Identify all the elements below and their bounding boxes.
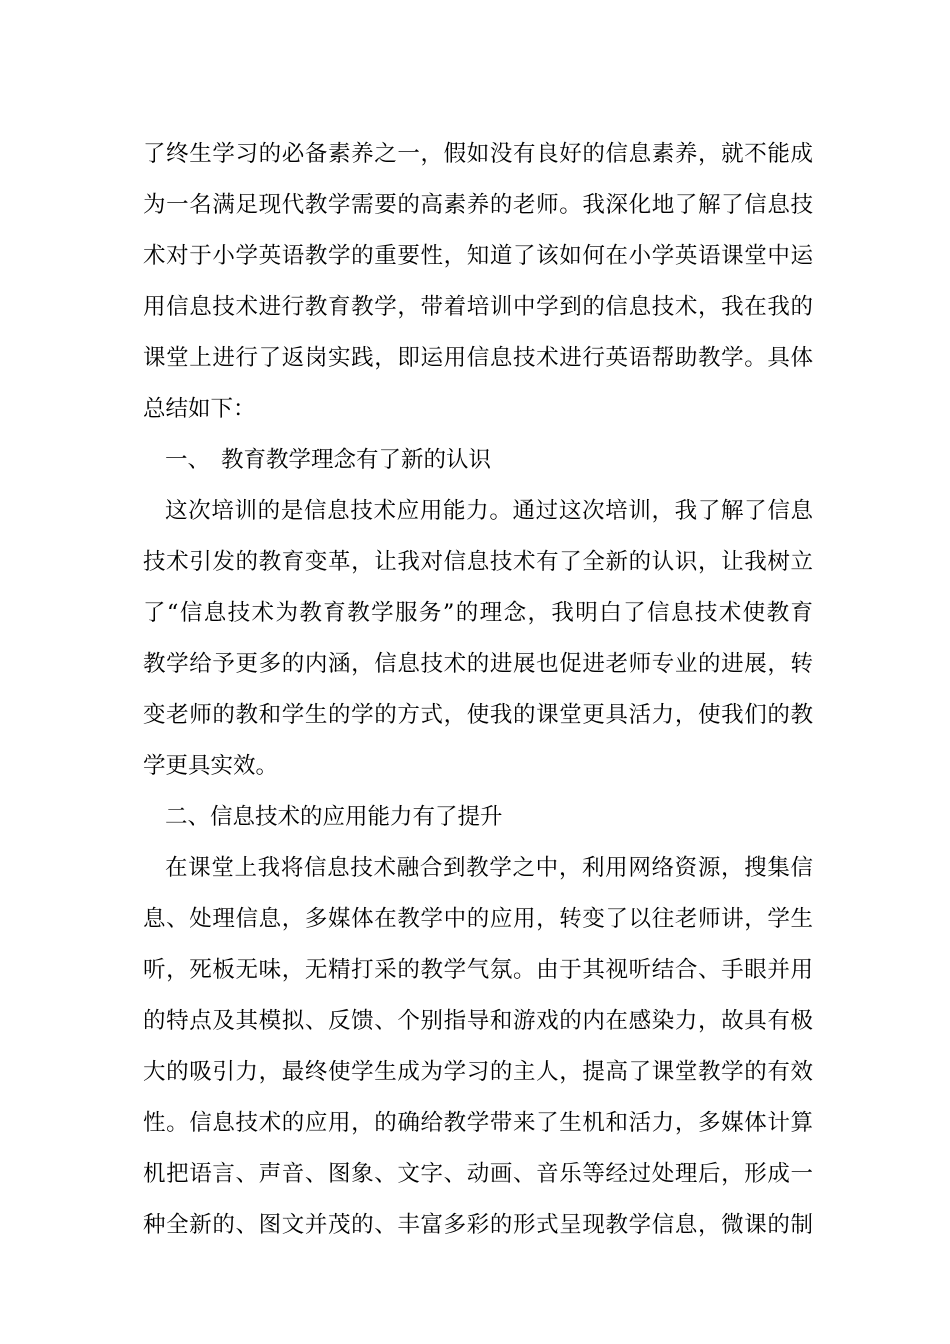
paragraph-section-2 (143, 843, 813, 1251)
text-line: 机把语言、声音、图象、文字、动画、音乐等经过处理后，形成一 (143, 1161, 813, 1187)
text-line: 教学给予更多的内涵，信息技术的进展也促进老师专业的进展，转 (143, 651, 813, 677)
paragraph-intro (143, 129, 813, 435)
text-line: 用信息技术进行教育教学，带着培训中学到的信息技术，我在我的 (143, 294, 813, 320)
section-heading-1-number: 一、 (165, 447, 211, 473)
text-line: 术对于小学英语教学的重要性，知道了该如何在小学英语课堂中运 (143, 243, 813, 269)
section-heading-2: 二、信息技术的应用能力有了提升 (165, 804, 503, 830)
text-line: 在课堂上我将信息技术融合到教学之中，利用网络资源，搜集信 (165, 855, 813, 881)
text-line: 了“信息技术为教育教学服务”的理念，我明白了信息技术使教育 (143, 600, 813, 626)
text-line: 课堂上进行了返岗实践，即运用信息技术进行英语帮助教学。具体 (143, 345, 813, 371)
text-line: 听，死板无味，无精打采的教学气氛。由于其视听结合、手眼并用 (143, 957, 813, 983)
text-line: 息、处理信息，多媒体在教学中的应用，转变了以往老师讲，学生 (143, 906, 813, 932)
paragraph-section-1 (143, 486, 813, 792)
text-line: 为一名满足现代教学需要的高素养的老师。我深化地了解了信息技 (143, 192, 813, 218)
document-body (143, 129, 813, 1251)
text-line: 大的吸引力，最终使学生成为学习的主人，提高了课堂教学的有效 (143, 1059, 813, 1085)
section-heading-1 (143, 435, 813, 486)
text-line: 性。信息技术的应用，的确给教学带来了生机和活力，多媒体计算 (143, 1110, 813, 1136)
text-line: 了终生学习的必备素养之一，假如没有良好的信息素养，就不能成 (143, 141, 813, 167)
text-line: 总结如下： (143, 396, 256, 422)
text-line: 变老师的教和学生的学的方式，使我的课堂更具活力，使我们的教 (143, 702, 813, 728)
section-heading-1-text: 教育教学理念有了新的认识 (221, 447, 492, 473)
text-line: 的特点及其模拟、反馈、个别指导和游戏的内在感染力，故具有极 (143, 1008, 813, 1034)
text-line: 这次培训的是信息技术应用能力。通过这次培训，我了解了信息 (165, 498, 813, 524)
text-line: 种全新的、图文并茂的、丰富多彩的形式呈现教学信息，微课的制 (143, 1212, 813, 1238)
text-line: 技术引发的教育变革，让我对信息技术有了全新的认识，让我树立 (143, 549, 813, 575)
text-line: 学更具实效。 (143, 753, 279, 779)
